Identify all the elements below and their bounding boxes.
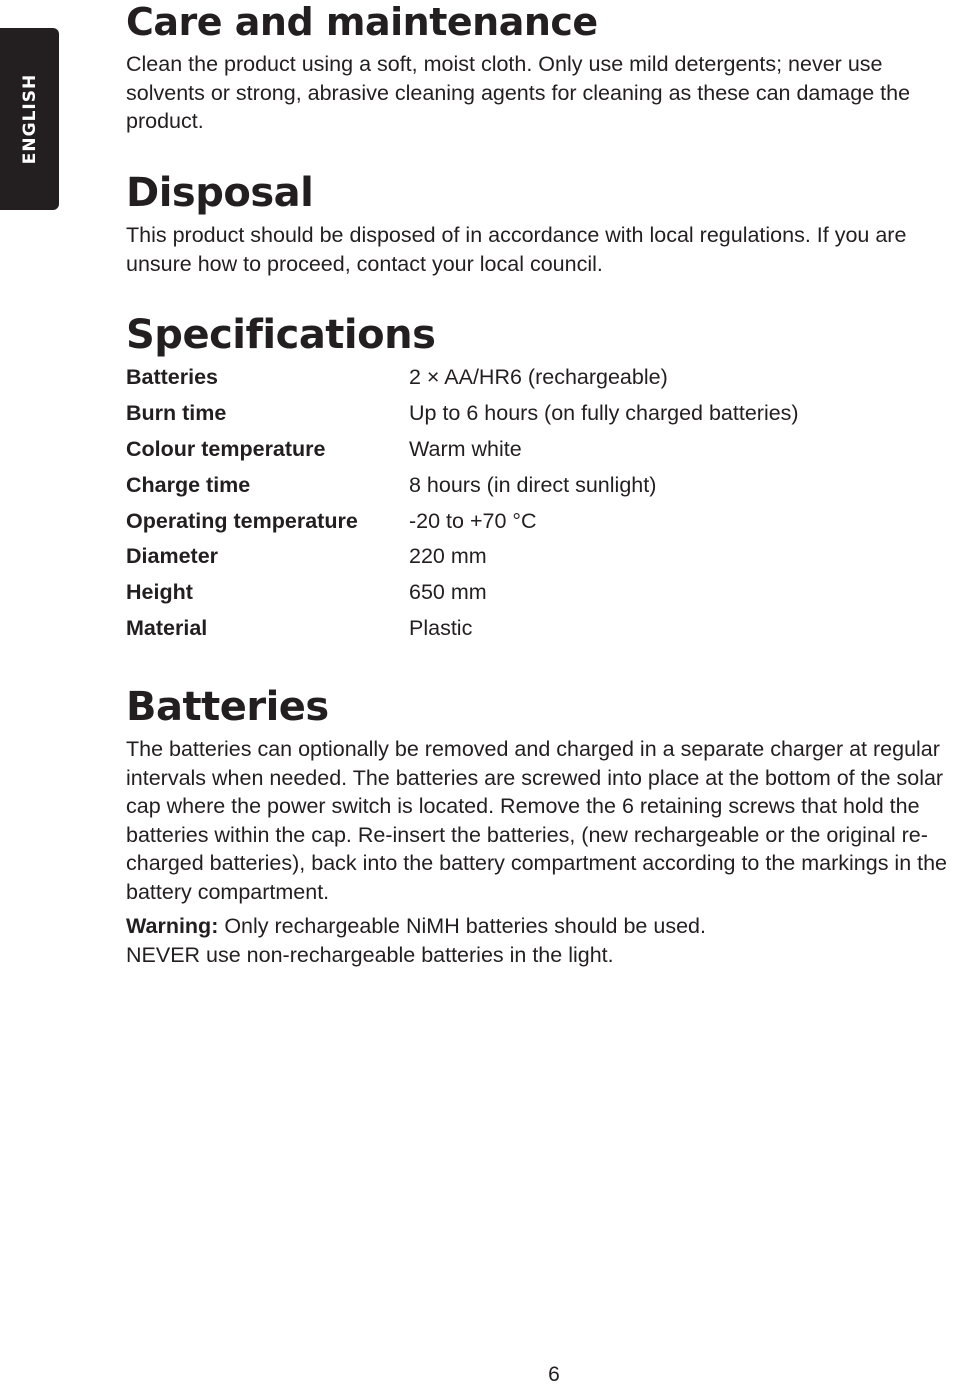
disposal-heading: Disposal	[126, 170, 314, 216]
warning-text: Only rechargeable NiMH batteries should be used.	[218, 914, 706, 938]
table-row	[126, 396, 799, 432]
warning-line-2: NEVER use non-rechargeable batteries in the light.	[126, 942, 614, 967]
spec-value: 650 mm	[409, 580, 487, 605]
table-row	[126, 611, 799, 647]
spec-value: 8 hours (in direct sunlight)	[409, 472, 657, 497]
table-row	[126, 467, 799, 503]
spec-value: 220 mm	[409, 544, 487, 569]
table-row	[126, 575, 799, 611]
warning-block	[126, 912, 960, 969]
table-row	[126, 503, 799, 539]
spec-label: Height	[126, 580, 193, 605]
spec-label: Diameter	[126, 544, 219, 569]
page-number: 6	[548, 1363, 560, 1386]
language-tab-label: ENGLISH	[19, 73, 40, 165]
spec-label: Colour temperature	[126, 436, 326, 461]
batteries-heading: Batteries	[126, 684, 329, 730]
spec-label: Charge time	[126, 472, 251, 497]
care-paragraph: Clean the product using a soft, moist cloth. Only use mild detergents; never use solvents or strong, abrasive cleaning agents for cleaning as these can damage the product.	[126, 52, 911, 133]
language-tab	[0, 28, 59, 210]
batteries-paragraph: The batteries can optionally be removed and charged in a separate charger at regular intervals when needed. The batteries are screwed into place at the bottom of the solar cap where the power switch is located. Remove the 6 retaining screws that hold the batteries within the cap. Re-insert the batteries, (new rechargeable or the original re-charged batteries), back into the battery compartment according to the markings in the battery compartment.	[126, 737, 948, 904]
spec-value: 2 × AA/HR6 (rechargeable)	[409, 365, 668, 390]
disposal-paragraph: This product should be disposed of in accordance with local regulations. If you are unsure how to proceed, contact your local council.	[126, 223, 907, 276]
warning-label: Warning:	[126, 914, 219, 938]
spec-value: -20 to +70 °C	[409, 508, 537, 533]
spec-label: Burn time	[126, 401, 227, 426]
spec-label: Material	[126, 615, 208, 640]
care-heading: Care and maintenance	[126, 0, 598, 44]
spec-value: Plastic	[409, 615, 473, 640]
table-row	[126, 360, 799, 396]
specifications-table	[126, 360, 799, 646]
table-row	[126, 432, 799, 468]
table-row	[126, 539, 799, 575]
warning-line	[126, 912, 960, 941]
specifications-heading: Specifications	[126, 312, 436, 358]
spec-value: Up to 6 hours (on fully charged batteries)	[409, 401, 799, 426]
spec-label: Batteries	[126, 365, 219, 390]
spec-label: Operating temperature	[126, 508, 358, 533]
spec-value: Warm white	[409, 436, 522, 461]
